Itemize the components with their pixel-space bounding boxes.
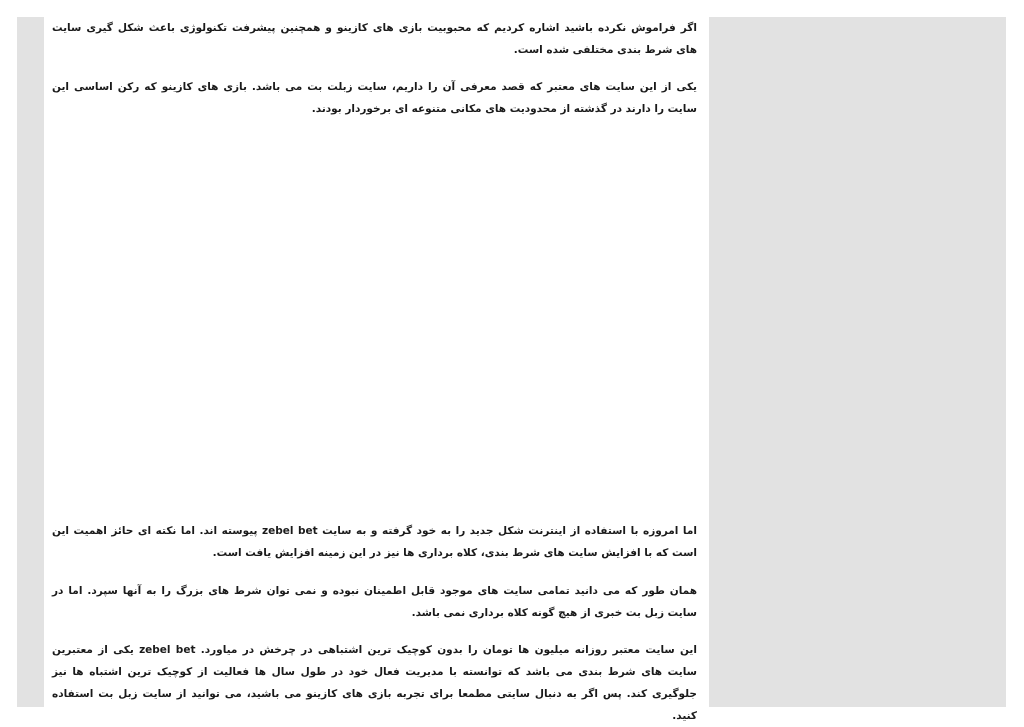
article-paragraph: همان طور که می دانید تمامی سایت های موجود قابل اطمینان نبوده و نمی توان شرط های بزرگ را به آنها سپرد. اما در سایت زبل بت خبری از هیچ گونه کلاه برداری نمی باشد.: [52, 585, 697, 619]
article-paragraph: اگر فراموش نکرده باشید اشاره کردیم که محبوبیت بازی های کازینو و همچنین پیشرفت تکنولوژی باعث شکل گیری سایت های شرط بندی مختلفی شده است.: [52, 22, 697, 56]
article-paragraph: اما امروزه با استفاده از اینترنت شکل جدید را به خود گرفته و به سایت zebel bet پیوسته اند. اما نکته ای حائز اهمیت این است که با افزایش سایت های شرط بندی، کلاه برداری ها نیز در این زمینه افزایش یافت است.: [52, 525, 697, 559]
sidebar: [709, 17, 1006, 707]
article-paragraph: این سایت معتبر روزانه میلیون ها تومان را بدون کوچیک ترین اشتباهی در چرخش در میاورد. zebel bet یکی از معتبرین سایت های شرط بندی می باشد که توانسته با مدیریت فعال خود در طول سال ها فعالیت از کوچیک ترین اشتباه ها نیز جلوگیری کند. پس اگر به دنبال سایتی مطمعا برای تجربه بازی های کازینو می باشید، می توانید از سایت زبل بت استفاده کنید.: [52, 644, 697, 722]
left-gutter: [17, 17, 44, 707]
article-content: [44, 17, 709, 722]
blank-media-area: [44, 127, 709, 507]
article-paragraph: یکی از این سایت های معتبر که قصد معرفی آن را داریم، سایت زبلت بت می باشد. بازی های کازینو که رکن اساسی این سایت را دارند در گذشته از محدودیت های مکانی متنوعه ای برخوردار بودند.: [52, 81, 697, 115]
